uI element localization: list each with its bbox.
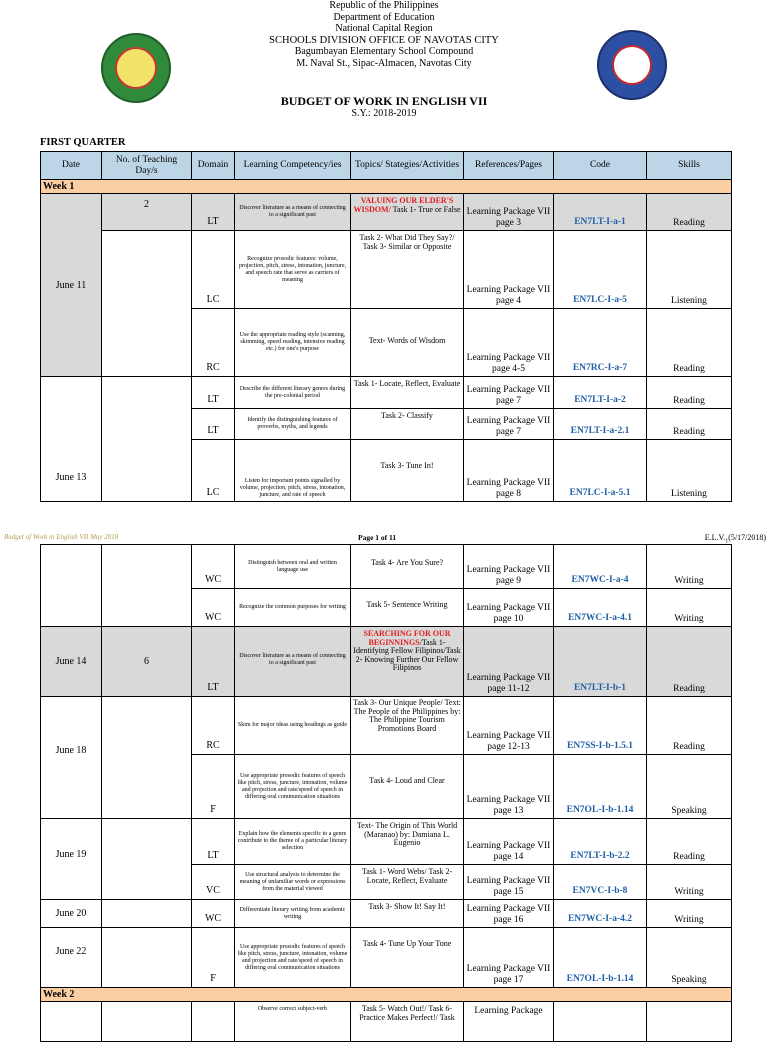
competency-cell: Identify the distinguishing features of proverbs, myths, and legends [235,409,351,440]
domain-cell: VC [192,865,235,900]
code-cell: EN7LT-I-b-2.2 [554,819,647,865]
competency-cell: Use the appropriate reading style (scanning, skimming, speed reading, intensive reading etc.) for one's purpose [235,309,351,377]
competency-cell: Skim for major ideas using headings as guide [235,697,351,755]
date-cell: June 18 [41,697,102,819]
domain-cell: WC [192,545,235,589]
school-year: S.Y.: 2018-2019 [351,108,417,119]
topic-cell [351,627,464,697]
date-cell [41,1002,102,1042]
competency-cell: Distinguish between oral and written language use [235,545,351,589]
footer-version-date: (5/17/2018) [728,533,766,542]
reference-cell: Learning Package VII page 12-13 [464,697,554,755]
table-row [41,194,732,231]
code-cell: EN7LT-I-a-1 [554,194,647,231]
date-cell: June 14 [41,627,102,697]
days-cell [102,819,192,900]
code-cell: EN7VC-I-b-8 [554,865,647,900]
col-header-code: Code [554,152,647,180]
skill-cell: Reading [647,309,732,377]
reference-cell: Learning Package VII page 16 [464,900,554,928]
letterhead-line-6: M. Naval St., Sipac-Almacen, Navotas City [296,57,472,69]
code-cell: EN7LC-I-a-5 [554,231,647,309]
competency-cell: Recognize prosodic features: volume, projection, pitch, stress, intonation, juncture, and speech rate that serve as carriers of meaning [235,231,351,309]
skill-cell: Reading [647,627,732,697]
reference-cell: Learning Package VII page 14 [464,819,554,865]
domain-cell: F [192,755,235,819]
reference-cell: Learning Package VII page 11-12 [464,627,554,697]
reference-cell: Learning Package VII page 4-5 [464,309,554,377]
competency-cell: Use appropriate prosodic features of speech like pitch, stress, juncture, intonation, volume and projection and rate/speed of speech in differing oral communication situations [235,928,351,988]
footer-version-number: 1 [725,538,729,545]
letterhead-line-5: Bagumbayan Elementary School Compound [294,46,474,58]
days-cell [102,928,192,988]
domain-cell: LT [192,409,235,440]
skill-cell: Writing [647,589,732,627]
skill-cell: Speaking [647,755,732,819]
topic-cell: Task 1- Locate, Reflect, Evaluate [351,377,464,409]
domain-cell [192,1002,235,1042]
competency-cell: Explain how the elements specific to a genre contribute to the theme of a particular literary selection [235,819,351,865]
date-cell: June 20 [41,900,102,928]
domain-cell: LT [192,194,235,231]
reference-cell: Learning Package VII page 10 [464,589,554,627]
code-cell: EN7LT-I-a-2.1 [554,409,647,440]
letterhead-line-4: SCHOOLS DIVISION OFFICE OF NAVOTAS CITY [269,34,499,46]
skill-cell: Listening [647,231,732,309]
budget-table-page-1 [40,151,732,502]
days-cell [102,231,192,377]
document-page-2 [0,544,768,1024]
domain-cell: LT [192,627,235,697]
quarter-label: FIRST QUARTER [40,137,126,148]
reference-cell: Learning Package [464,1002,554,1042]
skill-cell: Writing [647,865,732,900]
domain-cell: LC [192,231,235,309]
letterhead-line-2: Department of Education [333,11,435,23]
topic-heading: SEARCHING FOR OUR BEGINNINGS [363,629,451,647]
domain-cell: RC [192,697,235,755]
reference-cell: Learning Package VII page 17 [464,928,554,988]
code-cell: EN7WC-I-a-4.1 [554,589,647,627]
col-header-topics: Topics/ Stategies/Activities [351,152,464,180]
domain-cell: WC [192,589,235,627]
topic-cell: Task 5- Watch Out!/ Task 6- Practice Makes Perfect!/ Task [351,1002,464,1042]
reference-cell: Learning Package VII page 3 [464,194,554,231]
days-cell [102,1002,192,1042]
navotas-division-seal-icon [101,33,171,103]
code-cell: EN7WC-I-a-4.2 [554,900,647,928]
topic-cell: Task 4- Are You Sure? [351,545,464,589]
footer-doc-name: Budget of Work in English VII May 2018 [4,533,119,541]
deped-seal-icon [597,30,667,100]
days-cell [102,900,192,928]
week-row [41,180,732,194]
code-cell: EN7WC-I-a-4 [554,545,647,589]
competency-cell: Listen for important points signalled by volume, projection, pitch, stress, intonation, juncture, and rate of speech [235,440,351,502]
code-cell: EN7SS-I-b-1.5.1 [554,697,647,755]
document-title: BUDGET OF WORK IN ENGLISH VII [280,94,488,108]
col-header-competency: Learning Competency/ies [235,152,351,180]
topic-cell: Text- The Origin of This World (Maranao) by: Damiana L. Eugenio [351,819,464,865]
col-header-domain: Domain [192,152,235,180]
footer-version [705,533,766,545]
table-row [41,697,732,755]
topic-cell: Task 4- Loud and Clear [351,755,464,819]
footer-version-label: E.L.V. [704,533,726,542]
table-row [41,1002,732,1042]
domain-cell: LT [192,819,235,865]
competency-cell: Describe the different literary genres during the pre-colonial period [235,377,351,409]
topic-cell: Task 2- What Did They Say?/ Task 3- Similar or Opposite [351,231,464,309]
skill-cell: Reading [647,194,732,231]
date-cell [41,545,102,627]
skill-cell: Speaking [647,928,732,988]
col-header-date: Date [41,152,102,180]
domain-cell: F [192,928,235,988]
code-cell: EN7RC-I-a-7 [554,309,647,377]
budget-table-page-2 [40,544,732,1042]
skill-cell: Reading [647,697,732,755]
code-cell: EN7OL-I-b-1.14 [554,755,647,819]
skill-cell [647,1002,732,1042]
reference-cell: Learning Package VII page 15 [464,865,554,900]
competency-cell: Use appropriate prosodic features of speech like pitch, stress, juncture, intonation, volume and projection and rate/speed of speech in differing oral communication situations [235,755,351,819]
topic-heading: VALUING OUR ELDER'S WISDOM/ [353,196,454,214]
code-cell: EN7OL-I-b-1.14 [554,928,647,988]
col-header-references: References/Pages [464,152,554,180]
skill-cell: Reading [647,819,732,865]
competency-cell: Discover literature as a means of connecting to a significant past [235,627,351,697]
topic-cell: Task 5- Sentence Writing [351,589,464,627]
reference-cell: Learning Package VII page 8 [464,440,554,502]
days-cell [102,545,192,627]
topic-text: /Task 1- Identifying Fellow Filipinos/Task 2- Knowing Further Our Fellow Filipinos [353,637,461,672]
code-cell: EN7LT-I-b-1 [554,627,647,697]
competency-cell: Observe correct subject-verb [235,1002,351,1042]
competency-cell: Discover literature as a means of connecting to a significant past [235,194,351,231]
code-cell: EN7LC-I-a-5.1 [554,440,647,502]
footer-page-number: Page 1 of 11 [358,533,397,542]
topic-text: Task 1- True or False [390,204,461,214]
topic-cell: Task 3- Tune In! [351,440,464,502]
domain-cell: WC [192,900,235,928]
domain-cell: LT [192,377,235,409]
reference-cell: Learning Package VII page 7 [464,409,554,440]
table-row [41,231,732,309]
skill-cell: Reading [647,409,732,440]
table-row [41,545,732,589]
table-row [41,819,732,865]
competency-cell: Differentiate literary writing from academic writing [235,900,351,928]
table-row [41,627,732,697]
days-cell [102,697,192,819]
topic-cell: Text- Words of Wisdom [351,309,464,377]
competency-cell: Recognize the common purposes for writing [235,589,351,627]
topic-cell: Task 2- Classify [351,409,464,440]
days-cell [102,377,192,502]
reference-cell: Learning Package VII page 7 [464,377,554,409]
col-header-skills: Skills [647,152,732,180]
date-cell: June 13 [41,377,102,502]
skill-cell: Listening [647,440,732,502]
reference-cell: Learning Package VII page 9 [464,545,554,589]
domain-cell: RC [192,309,235,377]
letterhead-line-1: Republic of the Philippines [329,0,439,11]
skill-cell: Writing [647,545,732,589]
code-cell: EN7LT-I-a-2 [554,377,647,409]
topic-cell: Task 1- Word Webs/ Task 2- Locate, Reflect, Evaluate [351,865,464,900]
topic-cell: Task 4- Tune Up Your Tone [351,928,464,988]
reference-cell: Learning Package VII page 4 [464,231,554,309]
table-row [41,928,732,988]
domain-cell: LC [192,440,235,502]
col-header-days: No. of Teaching Day/s [102,152,192,180]
topic-cell: Task 3- Show It! Say It! [351,900,464,928]
competency-cell: Use structural analysis to determine the meaning of unfamiliar words or expressions from the material viewed [235,865,351,900]
skill-cell: Writing [647,900,732,928]
topic-cell: Task 3- Our Unique People/ Text: The People of the Philippines by: The Philippine Tourism Promotions Board [351,697,464,755]
letterhead-line-3: National Capital Region [335,23,433,35]
table-row [41,900,732,928]
reference-cell: Learning Package VII page 13 [464,755,554,819]
days-cell: 2 [102,194,192,231]
days-cell: 6 [102,627,192,697]
week-label: Week 1 [41,180,732,194]
week-label: Week 2 [41,988,732,1002]
table-row [41,377,732,409]
topic-cell [351,194,464,231]
code-cell [554,1002,647,1042]
skill-cell: Reading [647,377,732,409]
date-cell: June 19 [41,819,102,900]
week-row [41,988,732,1002]
date-cell: June 11 [41,194,102,377]
date-cell: June 22 [41,928,102,988]
